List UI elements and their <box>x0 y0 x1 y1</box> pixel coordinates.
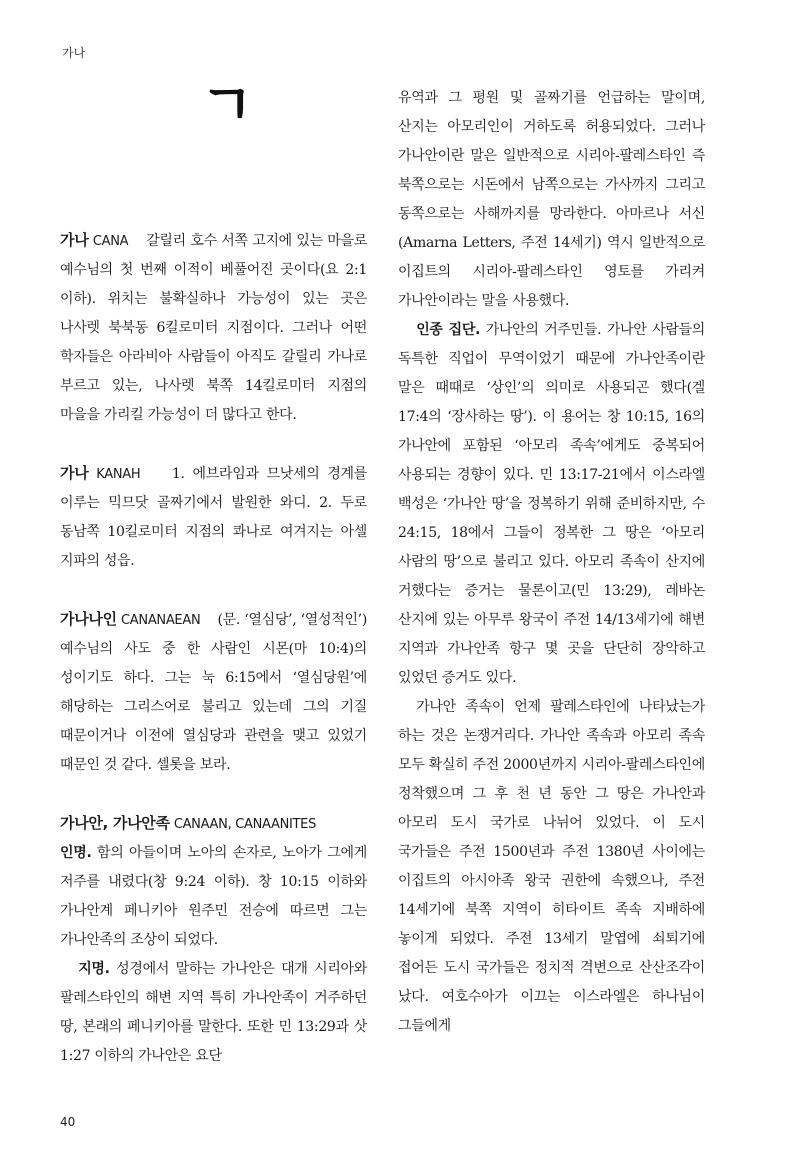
page-number: 40 <box>60 1115 76 1129</box>
entry-canaan-heading <box>60 809 367 839</box>
right-column <box>398 84 705 1041</box>
headword: 가나안, 가나안족 <box>60 814 170 832</box>
left-column <box>60 226 367 1071</box>
entry-gana-cana <box>60 226 367 430</box>
entry-gana-kanah <box>60 459 367 576</box>
section-body: 성경에서 말하는 가나안은 대개 시리아와 팔레스타인의 해변 지역 특히 가나안족이 거주하던 땅, 본래의 페니키아를 말한다. 또한 민 13:29과 삿 1:27 이하의 가나안은 요단 <box>60 961 367 1064</box>
section-body: 가나안 족속이 언제 팔레스타인에 나타났는가 하는 것은 논쟁거리다. 가나안 족속과 아모리 족속 모두 확실히 주전 2000년까지 시리아-팔레스타인에 정착했으며 그 후 천 년 동안 그 땅은 가나안과 아모리 도시 국가로 나뉘어 있었다. 이 도시 국가들은 주전 1500년과 주전 1380년 사이에는 이집트의 아시아족 왕국 권한에 속했으나, 주전 14세기에 북쪽 지역이 히타이트 족속 지배하에 놓이게 되었다. 주전 13세기 말엽에 쇠퇴기에 접어든 도시 국가들은 정치적 격변으로 산산조각이 났다. 여호수아가 이끄는 이스라엘은 하나님이 그들에게 <box>398 699 705 1034</box>
english-headword: CANANAEAN <box>121 613 201 628</box>
english-headword: KANAH <box>96 467 141 482</box>
entry-body: 갈릴리 호수 서쪽 고지에 있는 마을로 예수님의 첫 번째 이적이 베풀어진 곳이다(요 2:1 이하). 위치는 불확실하나 가능성이 있는 곳은 나사렛 북북동 6킬로미터 지점이다. 그러나 어떤 학자들은 아라비아 사람들이 아직도 갈릴리 가나로 부르고 있는, 나사렛 북쪽 14킬로미터 지점의 마을을 가리킬 가능성이 더 많다고 한다. <box>60 233 367 423</box>
entry-body: 1. 에브라임과 므낫세의 경계를 이루는 믹므닷 골짜기에서 발원한 와디. 2. 두로 동남쪽 10킬로미터 지점의 콰나로 여겨지는 아셀 지파의 성읍. <box>60 466 367 569</box>
running-head: 가나 <box>62 46 86 60</box>
english-headword: CANA <box>92 234 129 249</box>
section-label: 인명. <box>60 845 92 861</box>
canaan-section-history <box>398 693 705 1041</box>
canaan-section-place <box>60 955 367 1071</box>
canaan-section-ethnic <box>398 316 705 693</box>
section-body: 가나안의 거주민들. 가나안 사람들의 독특한 직업이 무역이었기 때문에 가나안족이란 말은 때때로 ‘상인’의 의미로 사용되곤 했다(겔 17:4의 ‘장사하는 땅’). 이 용어는 창 10:15, 16의 가나안에 포함된 ‘아모리 족속’에게도 중복되어 사용되는 경향이 있다. 민 13:17-21에서 이스라엘 백성은 ‘가나안 땅’을 정복하기 위해 준비하지만, 수 24:15, 18에서 그들이 정복한 그 땅은 ‘아모리 사람의 땅’으로 불리고 있다. 아모리 족속이 산지에 거했다는 증거는 물론이고(민 13:29), 레바논 산지에 있는 아무루 왕국이 주전 14/13세기에 해변 지역과 가나안족 항구 몇 곳을 단단히 장악하고 있었던 증거도 있다. <box>398 322 705 686</box>
headword: 가나 <box>60 464 89 482</box>
headword: 가나 <box>60 231 89 249</box>
english-headword: CANAAN, CANAANITES <box>173 817 317 832</box>
section-body: 함의 아들이며 노아의 손자로, 노아가 그에게 저주를 내렸다(창 9:24 이하). 창 10:15 이하와 가나안계 페니키아 원주민 전승에 따르면 그는 가나안족의 조상이 되었다. <box>60 845 367 948</box>
canaan-section-place-continued <box>398 84 705 316</box>
section-label: 지명. <box>78 961 110 977</box>
canaan-section-person <box>60 839 367 955</box>
entry-gananain <box>60 605 367 780</box>
section-label: 인종 집단. <box>416 322 481 338</box>
entry-body: (문. ‘열심당’, ‘열성적인’) 예수님의 사도 중 한 사람인 시몬(마 10:4)의 성이기도 하다. 그는 눅 6:15에서 ‘열심당원’에 해당하는 그리스어로 불리고 있는데 그의 기질 때문이거나 이전에 열심당과 관련을 맺고 있었기 때문인 것 같다. 셀롯을 보라. <box>60 612 367 773</box>
headword: 가나나인 <box>60 610 117 628</box>
chapter-letter: ㄱ <box>200 73 255 138</box>
section-body: 유역과 그 평원 및 골짜기를 언급하는 말이며, 산지는 아모리인이 거하도록 허용되었다. 그러나 가나안이란 말은 일반적으로 시리아-팔레스타인 즉 북쪽으로는 시돈에서 남쪽으로는 가사까지 그리고 동쪽으로는 사해까지를 망라한다. 아마르나 서신(Amarna Letters, 주전 14세기) 역시 일반적으로 이집트의 시리아-팔레스타인 영토를 가리켜 가나안이라는 말을 사용했다. <box>398 90 705 309</box>
